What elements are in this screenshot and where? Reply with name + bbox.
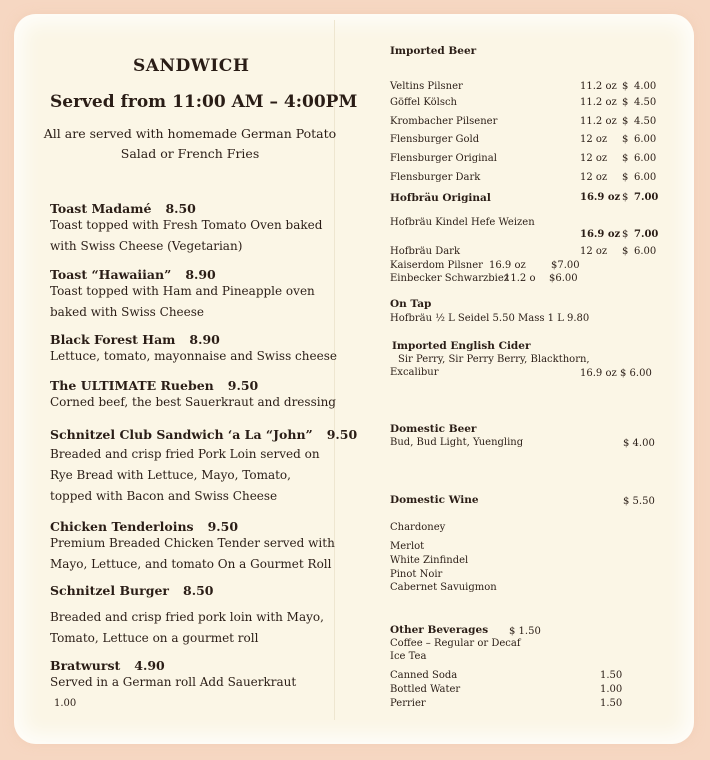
domestic-wine-title: Domestic Wine: [390, 494, 479, 506]
item-name: Schnitzel Club Sandwich ‘a La “John”: [50, 427, 313, 442]
soft-drink-name: Perrier: [390, 698, 426, 709]
item-description: Toast topped with Fresh Tomato Oven baked: [50, 218, 323, 232]
item-description: Breaded and crisp fried Pork Loin served on: [50, 447, 320, 461]
item-price: 9.50: [207, 519, 239, 534]
beer-name: Flensburger Original: [390, 153, 497, 164]
beer-currency: $: [622, 81, 629, 92]
wine-item: Pinot Noir: [390, 569, 443, 580]
ice-tea-line: Ice Tea: [390, 651, 427, 662]
cider-size: 16.9 oz: [580, 368, 617, 379]
beer-currency: $: [622, 97, 629, 108]
item-description: baked with Swiss Cheese: [50, 305, 205, 319]
item-name: The ULTIMATE Rueben: [50, 378, 214, 393]
item-name: Toast Madamé: [50, 201, 152, 216]
beer-size: 12 oz: [580, 172, 608, 183]
item-description: Lettuce, tomato, mayonnaise and Swiss cheese: [50, 349, 337, 363]
on-tap-line: Hofbräu ½ L Seidel 5.50 Mass 1 L 9.80: [390, 313, 590, 324]
item-name: Schnitzel Burger: [50, 583, 170, 598]
beer-price: 4.50: [634, 116, 657, 127]
domestic-beer-price: $ 4.00: [623, 438, 655, 449]
beer-size: 11.2 oz: [580, 81, 617, 92]
item-price: 8.90: [185, 267, 216, 282]
item-description: Rye Bread with Lettuce, Mayo, Tomato,: [50, 468, 291, 482]
cider-list-2: Excalibur: [390, 367, 439, 378]
beer-price: 7.00: [634, 229, 659, 240]
beer-currency: $: [622, 246, 629, 257]
item-price: 4.90: [134, 658, 165, 673]
item-name: Bratwurst: [50, 658, 121, 673]
beer-size: 11.2 oz: [580, 97, 617, 108]
item-description: Breaded and crisp fried pork loin with Mayo,: [50, 610, 324, 624]
menu-item: [50, 424, 357, 443]
beer-price: 7.00: [634, 192, 659, 203]
item-description: Served in a German roll Add Sauerkraut: [50, 675, 297, 689]
domestic-wine-price: $ 5.50: [623, 496, 655, 507]
beer-price: 6.00: [634, 153, 657, 164]
beer-currency: $: [622, 172, 629, 183]
other-beverages-price: $ 1.50: [509, 626, 541, 637]
soft-drink-price: 1.50: [600, 670, 623, 681]
beer-name: Kaiserdom Pilsner: [390, 260, 483, 271]
wine-item: Chardoney: [390, 522, 446, 533]
item-description: with Swiss Cheese (Vegetarian): [50, 239, 243, 253]
item-description: Premium Breaded Chicken Tender served with: [50, 536, 335, 550]
item-description: Tomato, Lettuce on a gourmet roll: [50, 631, 259, 645]
beer-name: Flensburger Gold: [390, 134, 480, 145]
beer-size: 11.2 oz: [580, 116, 617, 127]
cider-list: Sir Perry, Sir Perry Berry, Blackthorn,: [398, 354, 590, 365]
beer-name: Göffel Kölsch: [390, 97, 458, 108]
item-price: 9.50: [227, 378, 259, 393]
beer-currency: $: [622, 134, 629, 145]
beer-price: 4.50: [634, 97, 657, 108]
beer-name: Hofbräu Original: [390, 192, 491, 204]
beer-size: 16.9 oz: [580, 192, 621, 203]
domestic-beer-list: Bud, Bud Light, Yuengling: [390, 437, 524, 448]
beer-price: 4.00: [634, 81, 657, 92]
beer-currency: $: [622, 229, 629, 240]
cider-title: Imported English Cider: [392, 340, 531, 352]
beer-row-kaiserdom: [390, 260, 483, 271]
beer-currency: $: [622, 153, 629, 164]
item-name: Chicken Tenderloins: [50, 519, 194, 534]
item-description: Corned beef, the best Sauerkraut and dressing: [50, 395, 336, 409]
on-tap-title: On Tap: [390, 298, 432, 310]
beer-size: 12 oz: [580, 153, 608, 164]
soft-drink-name: Canned Soda: [390, 670, 458, 681]
item-description: topped with Bacon and Swiss Cheese: [50, 489, 278, 503]
wine-item: Cabernet Savuigmon: [390, 582, 497, 593]
beer-size: 12 oz: [580, 134, 608, 145]
beer-currency: $: [622, 116, 629, 127]
item-price: 8.50: [165, 201, 196, 216]
beer-name: Veltins Pilsner: [390, 81, 463, 92]
item-price: 9.50: [326, 427, 358, 442]
item-name: Black Forest Ham: [50, 332, 176, 347]
wine-item: White Zinfindel: [390, 555, 469, 566]
beer-price: 6.00: [634, 134, 657, 145]
beer-row-einbecker: [390, 273, 509, 284]
beer-price: 6.00: [634, 172, 657, 183]
beer-name: Flensburger Dark: [390, 172, 481, 183]
beer-size: 12 oz: [580, 246, 608, 257]
wine-item: Merlot: [390, 541, 425, 552]
domestic-beer-title: Domestic Beer: [390, 423, 477, 435]
beer-name: Krombacher Pilsener: [390, 116, 498, 127]
beer-size: 11.2 o: [504, 273, 536, 284]
beer-name: Hofbräu Kindel Hefe Weizen: [390, 217, 535, 228]
soft-drink-name: Bottled Water: [390, 684, 461, 695]
imported-beer-title: Imported Beer: [390, 45, 477, 57]
sides-note: All are served with homemade German Potato Salad or French Fries: [43, 126, 337, 161]
beer-name: Hofbräu Dark: [390, 246, 461, 257]
other-beverages-title: Other Beverages: [390, 624, 489, 636]
beer-name: Einbecker Schwarzbiez: [390, 273, 510, 284]
beer-currency: $: [622, 192, 629, 203]
item-price: 8.90: [189, 332, 220, 347]
item-name: Toast “Hawaiian”: [50, 267, 172, 282]
serving-hours: Served from 11:00 AM – 4:00PM: [50, 92, 358, 112]
beer-price: $6.00: [549, 273, 578, 284]
coffee-line: Coffee – Regular or Decaf: [390, 638, 521, 649]
item-description: Mayo, Lettuce, and tomato On a Gourmet Roll: [50, 557, 332, 571]
item-price: 8.50: [183, 583, 214, 598]
soft-drink-price: 1.50: [600, 698, 623, 709]
soft-drink-price: 1.00: [600, 684, 623, 695]
cider-price: $ 6.00: [620, 368, 652, 379]
beer-size: 16.9 oz: [580, 229, 621, 240]
beer-size: 16.9 oz: [489, 260, 526, 271]
item-description: 1.00: [54, 698, 77, 709]
beer-price: $7.00: [551, 260, 580, 271]
beer-price: 6.00: [634, 246, 657, 257]
item-description: Toast topped with Ham and Pineapple oven: [50, 284, 315, 298]
section-title: SANDWICH: [133, 56, 250, 76]
menu-item: [50, 580, 213, 599]
